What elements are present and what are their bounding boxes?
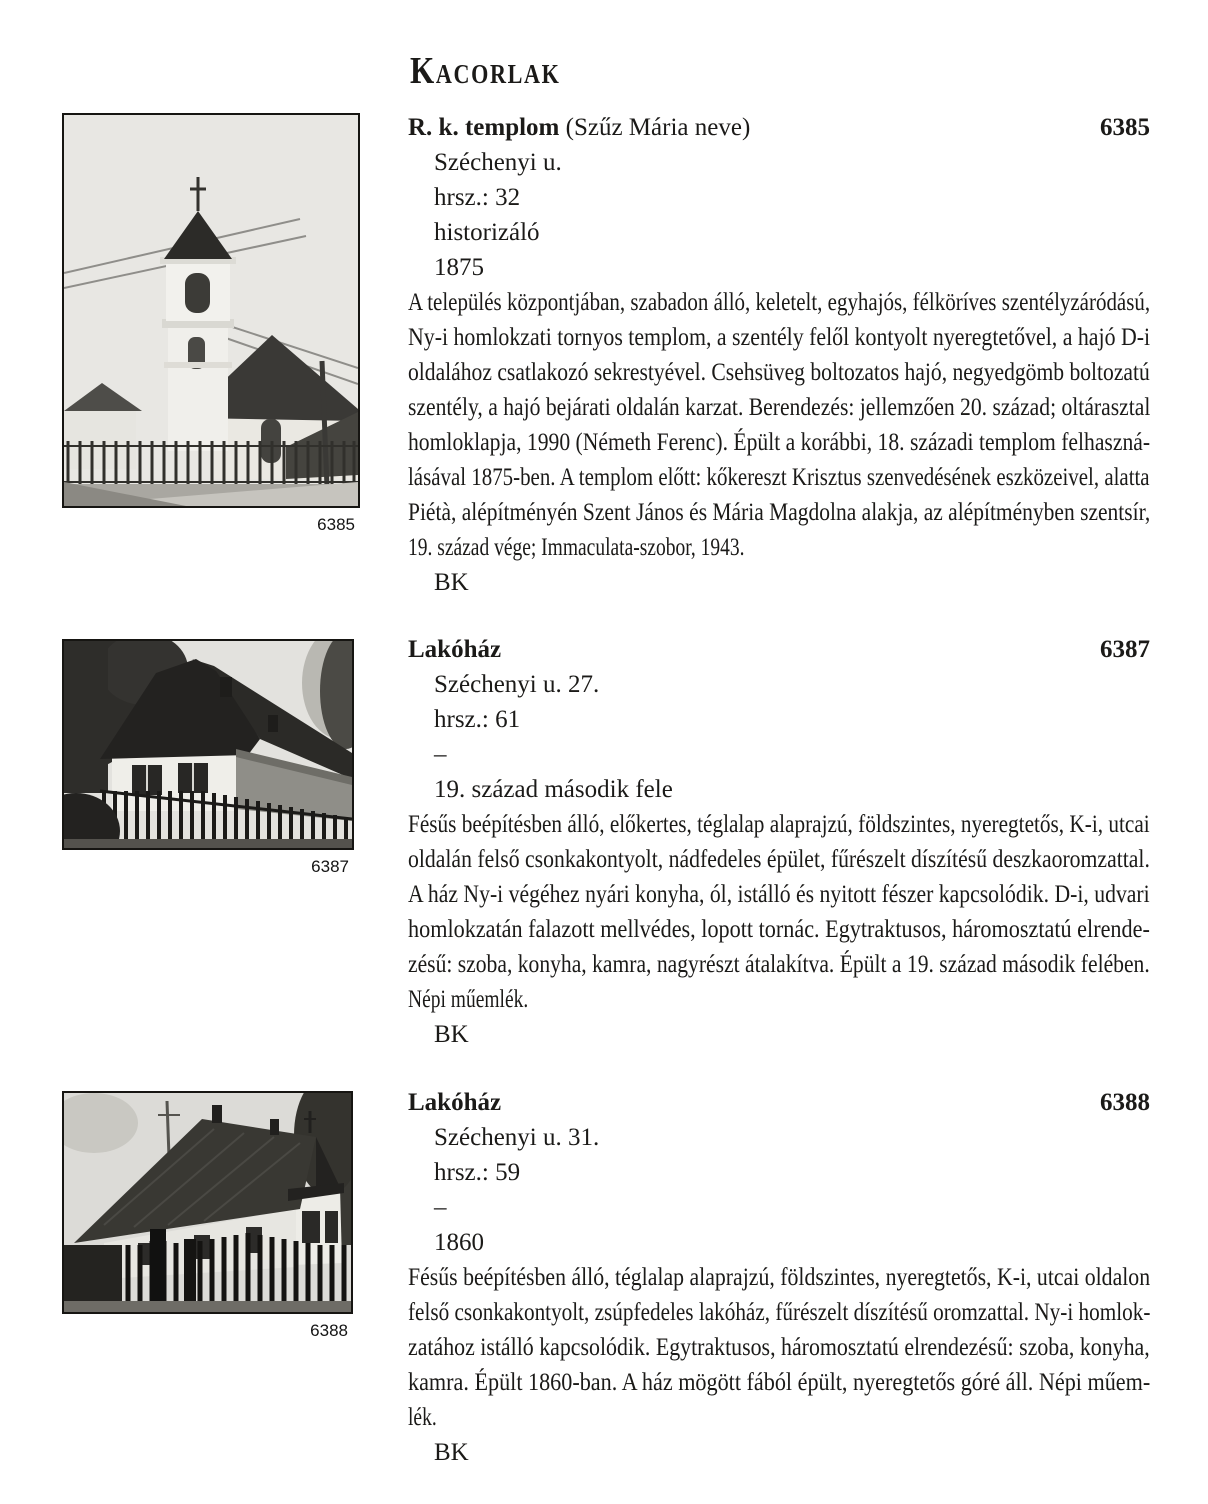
monument-title — [408, 632, 501, 667]
monument-title — [408, 1085, 501, 1120]
address-line: Széchenyi u. 31. — [434, 1124, 600, 1151]
style-line: – — [434, 741, 447, 768]
address-line: Széchenyi u. — [434, 149, 562, 176]
monument-title — [408, 110, 750, 145]
church-photo-image — [64, 115, 358, 506]
parcel-line: hrsz.: 59 — [434, 1159, 521, 1186]
photo-6385-church — [62, 113, 360, 508]
monument-name: Lakóház — [408, 1089, 502, 1116]
body-line: szentély, a hajó bejárati oldalán karzat. Berendezés: jellemzően 20. század; oltárasztal — [408, 394, 1151, 421]
style-line: historizáló — [434, 219, 540, 246]
signature: BK — [434, 1439, 469, 1466]
body-line: 19. század vége; Immaculata-szobor, 1943. — [408, 534, 745, 561]
entry-6385 — [408, 110, 1150, 600]
body-line: oldalán felső csonkakontyolt, nádfedeles épület, fűrészelt díszítésű deszkaoromzattal. — [408, 846, 1150, 873]
parcel-line: hrsz.: 61 — [434, 706, 521, 733]
body-line: homlokzatán falazott mellvédes, lopott tornác. Egytraktusos, háromosztatú elrende- — [408, 916, 1150, 943]
dating-line: 1860 — [434, 1229, 484, 1256]
body-line: lék. — [408, 1404, 437, 1431]
style-line: – — [434, 1194, 447, 1221]
photo-caption: 6385 — [317, 515, 355, 534]
description — [408, 807, 1150, 1017]
body-line: felső csonkakontyolt, zsúpfedeles lakóház, fűrészelt díszítésű oromzattal. Ny-i homlok- — [408, 1299, 1151, 1326]
signature: BK — [434, 1021, 469, 1048]
entry-number: 6385 — [1100, 114, 1150, 141]
house-photo-image — [64, 1093, 351, 1312]
monument-name: Lakóház — [408, 636, 502, 663]
monument-name-note: (Szűz Mária neve) — [565, 114, 751, 141]
entry-number: 6387 — [1100, 636, 1150, 663]
dating-line: 19. század második fele — [434, 776, 673, 803]
house-photo-image — [64, 641, 352, 848]
address-line: Széchenyi u. 27. — [434, 671, 600, 698]
description — [408, 285, 1150, 565]
body-line: Ny-i homlokzati tornyos templom, a szentély felől kontyolt nyeregtetővel, a hajó D-i — [408, 324, 1151, 351]
body-line: Piétà, alépítményén Szent János és Mária Magdolna alakja, az alépítményben szentsír, — [408, 499, 1151, 526]
entry-6388 — [408, 1085, 1150, 1470]
entry-header — [408, 632, 1150, 667]
entry-number: 6388 — [1100, 1089, 1150, 1116]
photo-6387-house — [62, 639, 354, 850]
photo-caption: 6388 — [310, 1321, 348, 1340]
body-line: lásával 1875-ben. A templom előtt: kőkereszt Krisztus szenvedésének eszközeivel, alatta — [408, 464, 1150, 491]
entry-header — [408, 1085, 1150, 1120]
body-line: A település központjában, szabadon álló, keletelt, egyhajós, félköríves szentélyzáródású, — [408, 289, 1151, 316]
monument-name: R. k. templom — [408, 114, 560, 141]
body-line: homloklapja, 1990 (Németh Ferenc). Épült a korábbi, 18. századi templom felhaszná- — [408, 429, 1151, 456]
body-line: A ház Ny-i végéhez nyári konyha, ól, istálló és nyitott fészer kapcsolódik. D-i, udvari — [408, 881, 1150, 908]
body-line: oldalához csatlakozó sekrestyével. Csehsüveg boltozatos hajó, negyedgömb boltozatú — [408, 359, 1150, 386]
body-line: Fésűs beépítésben álló, téglalap alaprajzú, földszintes, nyeregtetős, K-i, utcai oldalon — [408, 1264, 1151, 1291]
photo-caption: 6387 — [311, 857, 349, 876]
photo-6388-house — [62, 1091, 353, 1314]
parcel-line: hrsz.: 32 — [434, 184, 521, 211]
signature: BK — [434, 569, 469, 596]
body-line: Fésűs beépítésben álló, előkertes, téglalap alaprajzú, földszintes, nyeregtetős, K-i, utcai — [408, 811, 1150, 838]
body-line: Népi műemlék. — [408, 986, 529, 1013]
entry-6387 — [408, 632, 1150, 1052]
dating-line: 1875 — [434, 254, 484, 281]
page-title: Kacorlak — [410, 50, 561, 93]
body-line: zésű: szoba, konyha, kamra, nagyrészt átalakítva. Épült a 19. század második felében. — [408, 951, 1150, 978]
body-line: zatához istálló kapcsolódik. Egytraktusos, háromosztatú elrendezésű: szoba, konyha, — [408, 1334, 1150, 1361]
description — [408, 1260, 1150, 1435]
entry-header — [408, 110, 1150, 145]
body-line: kamra. Épült 1860-ban. A ház mögött fából épült, nyeregtetős góré áll. Népi műem- — [408, 1369, 1151, 1396]
